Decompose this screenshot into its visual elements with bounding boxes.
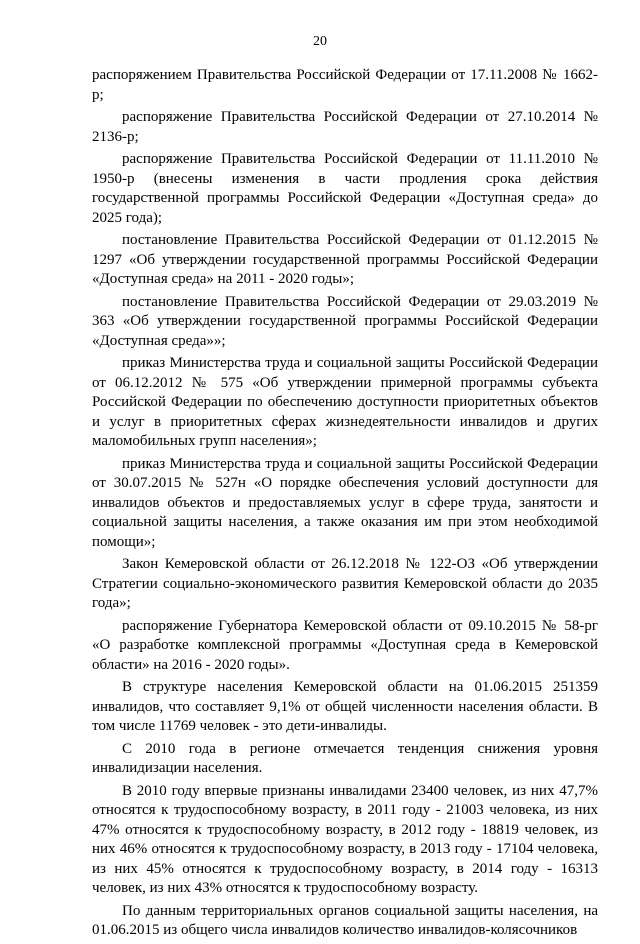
paragraph: приказ Министерства труда и социальной защиты Российской Федерации от 06.12.2012 № 575 «Об утверждении примерной программы субъекта Российской Федерации по обеспечению доступности приоритетных объектов и услуг в приоритетных сферах жизнедеятельности инвалидов и других маломобильных групп населения»; — [92, 355, 598, 449]
paragraph: распоряжение Губернатора Кемеровской области от 09.10.2015 № 58-рг «О разработке комплексной программы «Доступная среда в Кемеровской области» на 2016 - 2020 годы». — [92, 617, 598, 673]
page-number: 20 — [313, 34, 327, 49]
paragraph: С 2010 года в регионе отмечается тенденция снижения уровня инвалидизации населения. — [92, 740, 598, 776]
paragraph: распоряжение Правительства Российской Федерации от 27.10.2014 № 2136-р; — [92, 109, 598, 145]
paragraph: постановление Правительства Российской Федерации от 01.12.2015 № 1297 «Об утверждении государственной программы Российской Федерации «Доступная среда» на 2011 - 2020 годы»; — [92, 232, 598, 287]
paragraph: постановление Правительства Российской Федерации от 29.03.2019 № 363 «Об утверждении государственной программы Российской Федерации «Доступная среда»»; — [92, 293, 598, 349]
paragraph: распоряжение Правительства Российской Федерации от 11.11.2010 № 1950-р (внесены изменения в части продления срока действия государственной программы Российской Федерации «Доступная среда» до 2025 года); — [92, 151, 598, 226]
paragraph: В 2010 году впервые признаны инвалидами 23400 человек, из них 47,7% относятся к трудоспособному возрасту, в 2011 году - 21003 человека, из них 47% относятся к трудоспособному возрасту, в 2012 году - 18819 человек, из них 46% относятся к трудоспособному возрасту, в 2013 году - 17104 человека, из них 45% относятся к трудоспособному возрасту, в 2014 году - 16313 человек, из них 43% относятся к трудоспособному возрасту. — [92, 782, 598, 896]
paragraph: распоряжением Правительства Российской Федерации от 17.11.2008 № 1662-р; — [92, 67, 598, 103]
paragraph: Закон Кемеровской области от 26.12.2018 № 122-ОЗ «Об утверждении Стратегии социально-экономического развития Кемеровской области до 2035 года»; — [92, 556, 598, 611]
paragraph: В структуре населения Кемеровской области на 01.06.2015 251359 инвалидов, что составляет 9,1% от общей численности населения области. В том числе 11769 человек - это дети-инвалиды. — [92, 679, 598, 734]
paragraph: приказ Министерства труда и социальной защиты Российской Федерации от 30.07.2015 № 527н «О порядке обеспечения условий доступности для инвалидов объектов и предоставляемых услуг в сфере труда, занятости и социальной защиты населения, а также оказания им при этом необходимой помощи»; — [92, 455, 598, 550]
paragraph: По данным территориальных органов социальной защиты населения, на 01.06.2015 из общего числа инвалидов количество инвалидов-колясочников — [92, 902, 598, 938]
document-body — [92, 66, 598, 944]
